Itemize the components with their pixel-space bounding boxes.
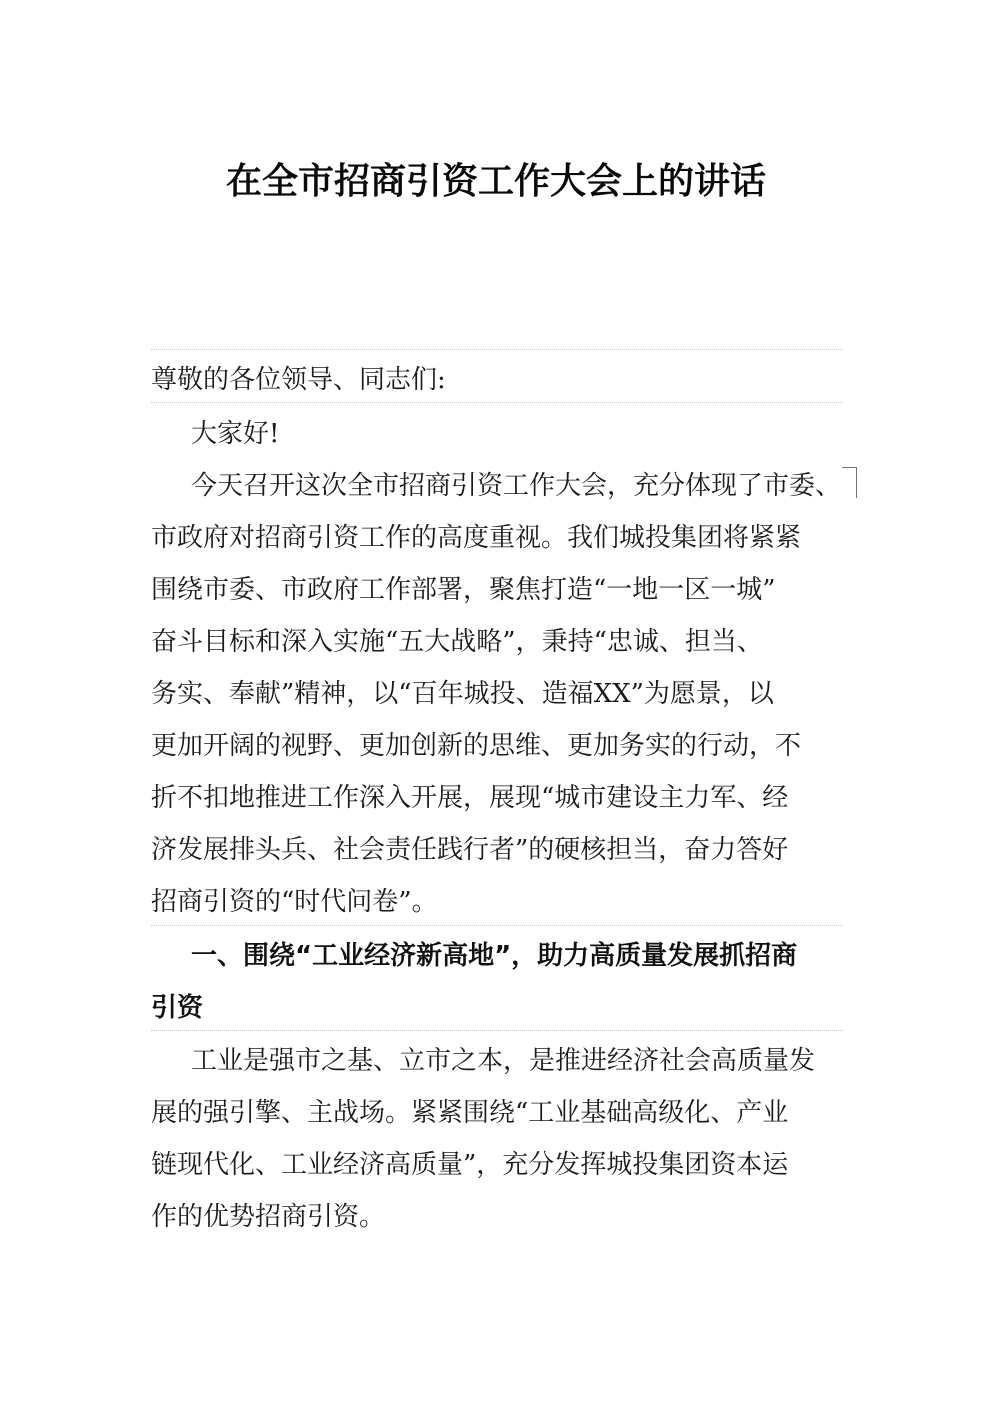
paragraph-2 xyxy=(151,1035,831,1243)
paragraph-1-line: 济发展排头兵、社会责任践行者”的硬核担当，奋力答好 xyxy=(151,835,789,865)
paragraph-divider xyxy=(151,1030,843,1031)
paragraph-divider xyxy=(151,349,843,350)
paragraph-1-line: 务实、奉献”精神，以“百年城投、造福XX”为愿景，以 xyxy=(151,679,774,709)
paragraph-1-line: 折不扣地推进工作深入开展，展现“城市建设主力军、经 xyxy=(151,783,789,813)
paragraph-1-line: 市政府对招商引资工作的高度重视。我们城投集团将紧紧 xyxy=(151,523,802,553)
greeting xyxy=(151,408,831,460)
paragraph-1 xyxy=(151,460,842,928)
paragraph-divider xyxy=(151,402,843,403)
paragraph-2-line: 作的优势招商引资。 xyxy=(151,1202,386,1232)
document-title: 在全市招商引资工作大会上的讲话 xyxy=(225,161,766,202)
section-heading-line: 引资 xyxy=(151,993,204,1023)
margin-corner-mark xyxy=(842,467,857,498)
section-heading-line: 一、围绕“工业经济新高地”，助力高质量发展抓招商 xyxy=(191,941,798,971)
paragraph-2-line: 链现代化、工业经济高质量”，充分发挥城投集团资本运 xyxy=(151,1150,789,1180)
paragraph-2-line: 工业是强市之基、立市之本，是推进经济社会高质量发 xyxy=(191,1046,816,1076)
paragraph-2-line: 展的强引擎、主战场。紧紧围绕“工业基础高级化、产业 xyxy=(151,1098,789,1128)
paragraph-1-line: 奋斗目标和深入实施“五大战略”，秉持“忠诚、担当、 xyxy=(151,627,763,657)
paragraph-1-line: 更加开阔的视野、更加创新的思维、更加务实的行动，不 xyxy=(151,731,802,761)
paragraph-divider xyxy=(151,925,843,926)
paragraph-1-line: 围绕市委、市政府工作部署，聚焦打造“一地一区一城” xyxy=(151,575,776,605)
paragraph-1-line: 招商引资的“时代问卷”。 xyxy=(151,887,438,917)
salutation-line: 尊敬的各位领导、同志们: xyxy=(151,365,446,395)
greeting-line: 大家好! xyxy=(191,419,280,449)
section-heading-1 xyxy=(151,930,831,1034)
salutation xyxy=(151,354,831,406)
paragraph-1-line: 今天召开这次全市招商引资工作大会，充分体现了市委、 xyxy=(191,471,842,501)
